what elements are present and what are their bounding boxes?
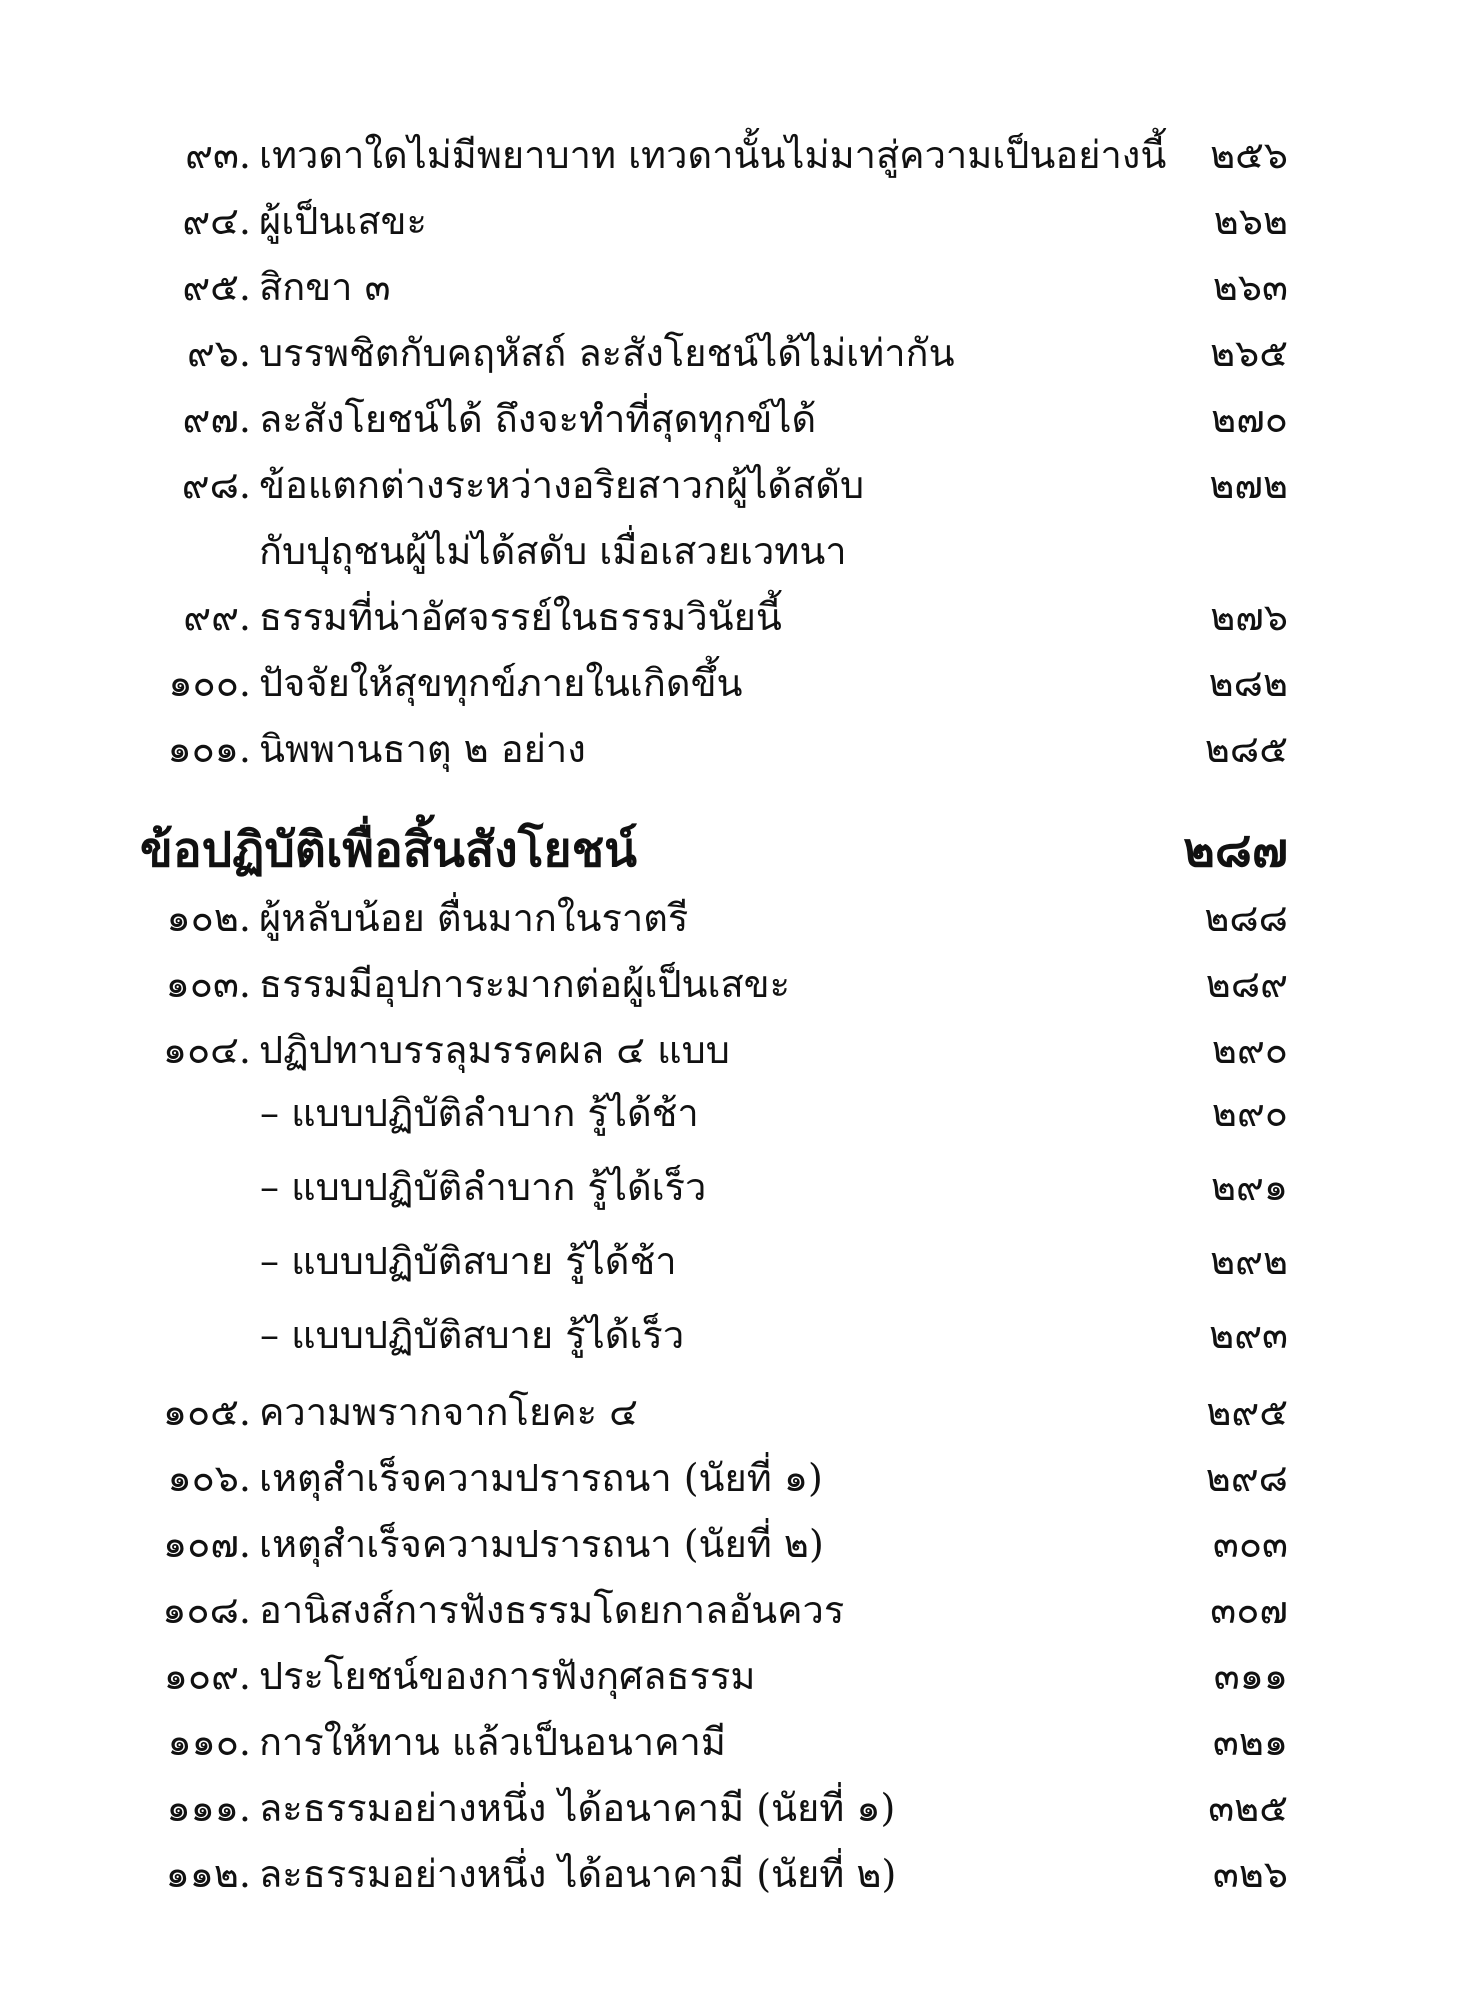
entry-page: ๒๗๒ [1209,463,1288,507]
toc-entry [0,1712,1476,1772]
entry-number: ๑๐๑. [167,727,251,771]
sub-entry-title: – แบบปฏิบัติลำบาก รู้ได้ช้า [260,1091,699,1135]
entry-page: ๒๘๕ [1204,727,1288,771]
entry-page: ๒๗๐ [1211,397,1288,441]
entry-title: ผู้หลับน้อย ตื่นมากในราตรี [259,896,689,940]
toc-entry [0,954,1476,1014]
toc-entry [0,455,1476,515]
toc-entry [0,191,1476,251]
entry-title: ละธรรมอย่างหนึ่ง ได้อนาคามี (นัยที่ ๑) [259,1786,896,1830]
entry-title: สิกขา ๓ [259,265,391,309]
entry-page: ๓๑๑ [1213,1654,1288,1698]
entry-number: ๙๙. [183,595,251,639]
entry-number: ๙๔. [182,199,251,243]
entry-page: ๒๙๘ [1205,1456,1288,1500]
entry-number: ๑๐๖. [167,1456,251,1500]
entry-title: การให้ทาน แล้วเป็นอนาคามี [259,1720,726,1764]
entry-page: ๒๖๕ [1210,331,1288,375]
entry-title: อานิสงส์การฟังธรรมโดยกาลอันควร [259,1588,845,1632]
sub-entry-title: – แบบปฏิบัติสบาย รู้ได้เร็ว [260,1313,685,1357]
toc-entry [0,587,1476,647]
sub-entry-page: ๒๙๒ [1210,1239,1288,1283]
toc-entry [0,323,1476,383]
entry-title: ความพรากจากโยคะ ๔ [259,1390,638,1434]
toc-entry [0,888,1476,948]
entry-title: ละสังโยชน์ได้ ถึงจะทำที่สุดทุกข์ได้ [259,397,817,441]
entry-page: ๓๐๓ [1212,1522,1288,1566]
entry-page: ๒๖๒ [1213,199,1288,243]
sub-entry-title: – แบบปฏิบัติสบาย รู้ได้ช้า [260,1239,677,1283]
entry-number: ๑๐๐. [168,661,251,705]
entry-title: ละธรรมอย่างหนึ่ง ได้อนาคามี (นัยที่ ๒) [259,1852,897,1896]
entry-number: ๑๐๒. [166,896,251,940]
entry-title: บรรพชิตกับคฤหัสถ์ ละสังโยชน์ได้ไม่เท่ากัน [259,331,955,375]
entry-number: ๑๑๐. [167,1720,251,1764]
entry-title: กับปุถุชนผู้ไม่ได้สดับ เมื่อเสวยเวทนา [259,529,847,573]
toc-entry [0,719,1476,779]
entry-number: ๑๐๗. [163,1522,251,1566]
entry-number: ๙๘. [181,463,251,507]
entry-number: ๙๓. [185,133,251,177]
entry-number: ๑๑๒. [165,1852,251,1896]
entry-number: ๑๐๔. [162,1028,251,1072]
sub-entry-page: ๒๙๐ [1211,1091,1288,1135]
toc-entry [0,653,1476,713]
entry-page: ๓๒๕ [1208,1786,1288,1830]
toc-entry-continuation [0,521,1476,581]
entry-page: ๓๒๑ [1212,1720,1288,1764]
toc-sub-entry [0,1157,1476,1217]
entry-page: ๒๘๘ [1204,896,1288,940]
sub-entry-page: ๒๙๓ [1209,1313,1288,1357]
toc-entry [0,1448,1476,1508]
toc-entry [0,1646,1476,1706]
entry-title: ประโยชน์ของการฟังกุศลธรรม [259,1654,756,1698]
entry-title: ธรรมมีอุปการะมากต่อผู้เป็นเสขะ [259,962,791,1006]
entry-title: เหตุสำเร็จความปรารถนา (นัยที่ ๑) [259,1456,823,1500]
toc-entry [0,1778,1476,1838]
entry-title: ปฏิปทาบรรลุมรรคผล ๔ แบบ [259,1028,730,1072]
entry-number: ๑๐๓. [165,962,251,1006]
entry-page: ๒๙๐ [1211,1028,1288,1072]
section-heading [0,812,1476,888]
entry-number: ๑๐๙. [163,1654,251,1698]
toc-sub-entry [0,1231,1476,1291]
sub-entry-title: – แบบปฏิบัติลำบาก รู้ได้เร็ว [260,1165,707,1209]
sub-entry-page: ๒๙๑ [1210,1165,1288,1209]
entry-number: ๙๕. [182,265,251,309]
entry-number: ๑๐๘. [162,1588,251,1632]
entry-number: ๙๖. [186,331,251,375]
entry-page: ๒๕๖ [1210,133,1288,177]
toc-entry [0,125,1476,185]
section-heading-title: ข้อปฏิบัติเพื่อสิ้นสังโยชน์ [140,822,637,878]
toc-sub-entry [0,1305,1476,1365]
toc-entry [0,1514,1476,1574]
toc-sub-entry [0,1083,1476,1143]
entry-number: ๑๑๑. [166,1786,251,1830]
toc-entry [0,1020,1476,1080]
entry-title: ปัจจัยให้สุขทุกข์ภายในเกิดขึ้น [259,661,743,705]
entry-title: ผู้เป็นเสขะ [259,199,427,243]
toc-entry [0,1382,1476,1442]
entry-number: ๙๗. [182,397,251,441]
toc-entry [0,1844,1476,1904]
entry-title: ธรรมที่น่าอัศจรรย์ในธรรมวินัยนี้ [259,595,782,639]
entry-page: ๓๐๗ [1210,1588,1288,1632]
section-heading-page: ๒๘๗ [1183,822,1288,878]
entry-page: ๒๙๕ [1206,1390,1288,1434]
toc-entry [0,389,1476,449]
entry-page: ๒๖๓ [1212,265,1288,309]
entry-page: ๒๘๒ [1208,661,1288,705]
entry-title: ข้อแตกต่างระหว่างอริยสาวกผู้ได้สดับ [259,463,865,507]
entry-title: เทวดาใดไม่มีพยาบาท เทวดานั้นไม่มาสู่ความเป็นอย่างนี้ [259,133,1167,177]
toc-entry [0,257,1476,317]
toc-entry [0,1580,1476,1640]
entry-page: ๓๒๖ [1212,1852,1288,1896]
entry-page: ๒๗๖ [1210,595,1288,639]
entry-title: เหตุสำเร็จความปรารถนา (นัยที่ ๒) [259,1522,824,1566]
entry-page: ๒๘๙ [1205,962,1288,1006]
entry-title: นิพพานธาตุ ๒ อย่าง [259,727,586,771]
entry-number: ๑๐๕. [162,1390,251,1434]
